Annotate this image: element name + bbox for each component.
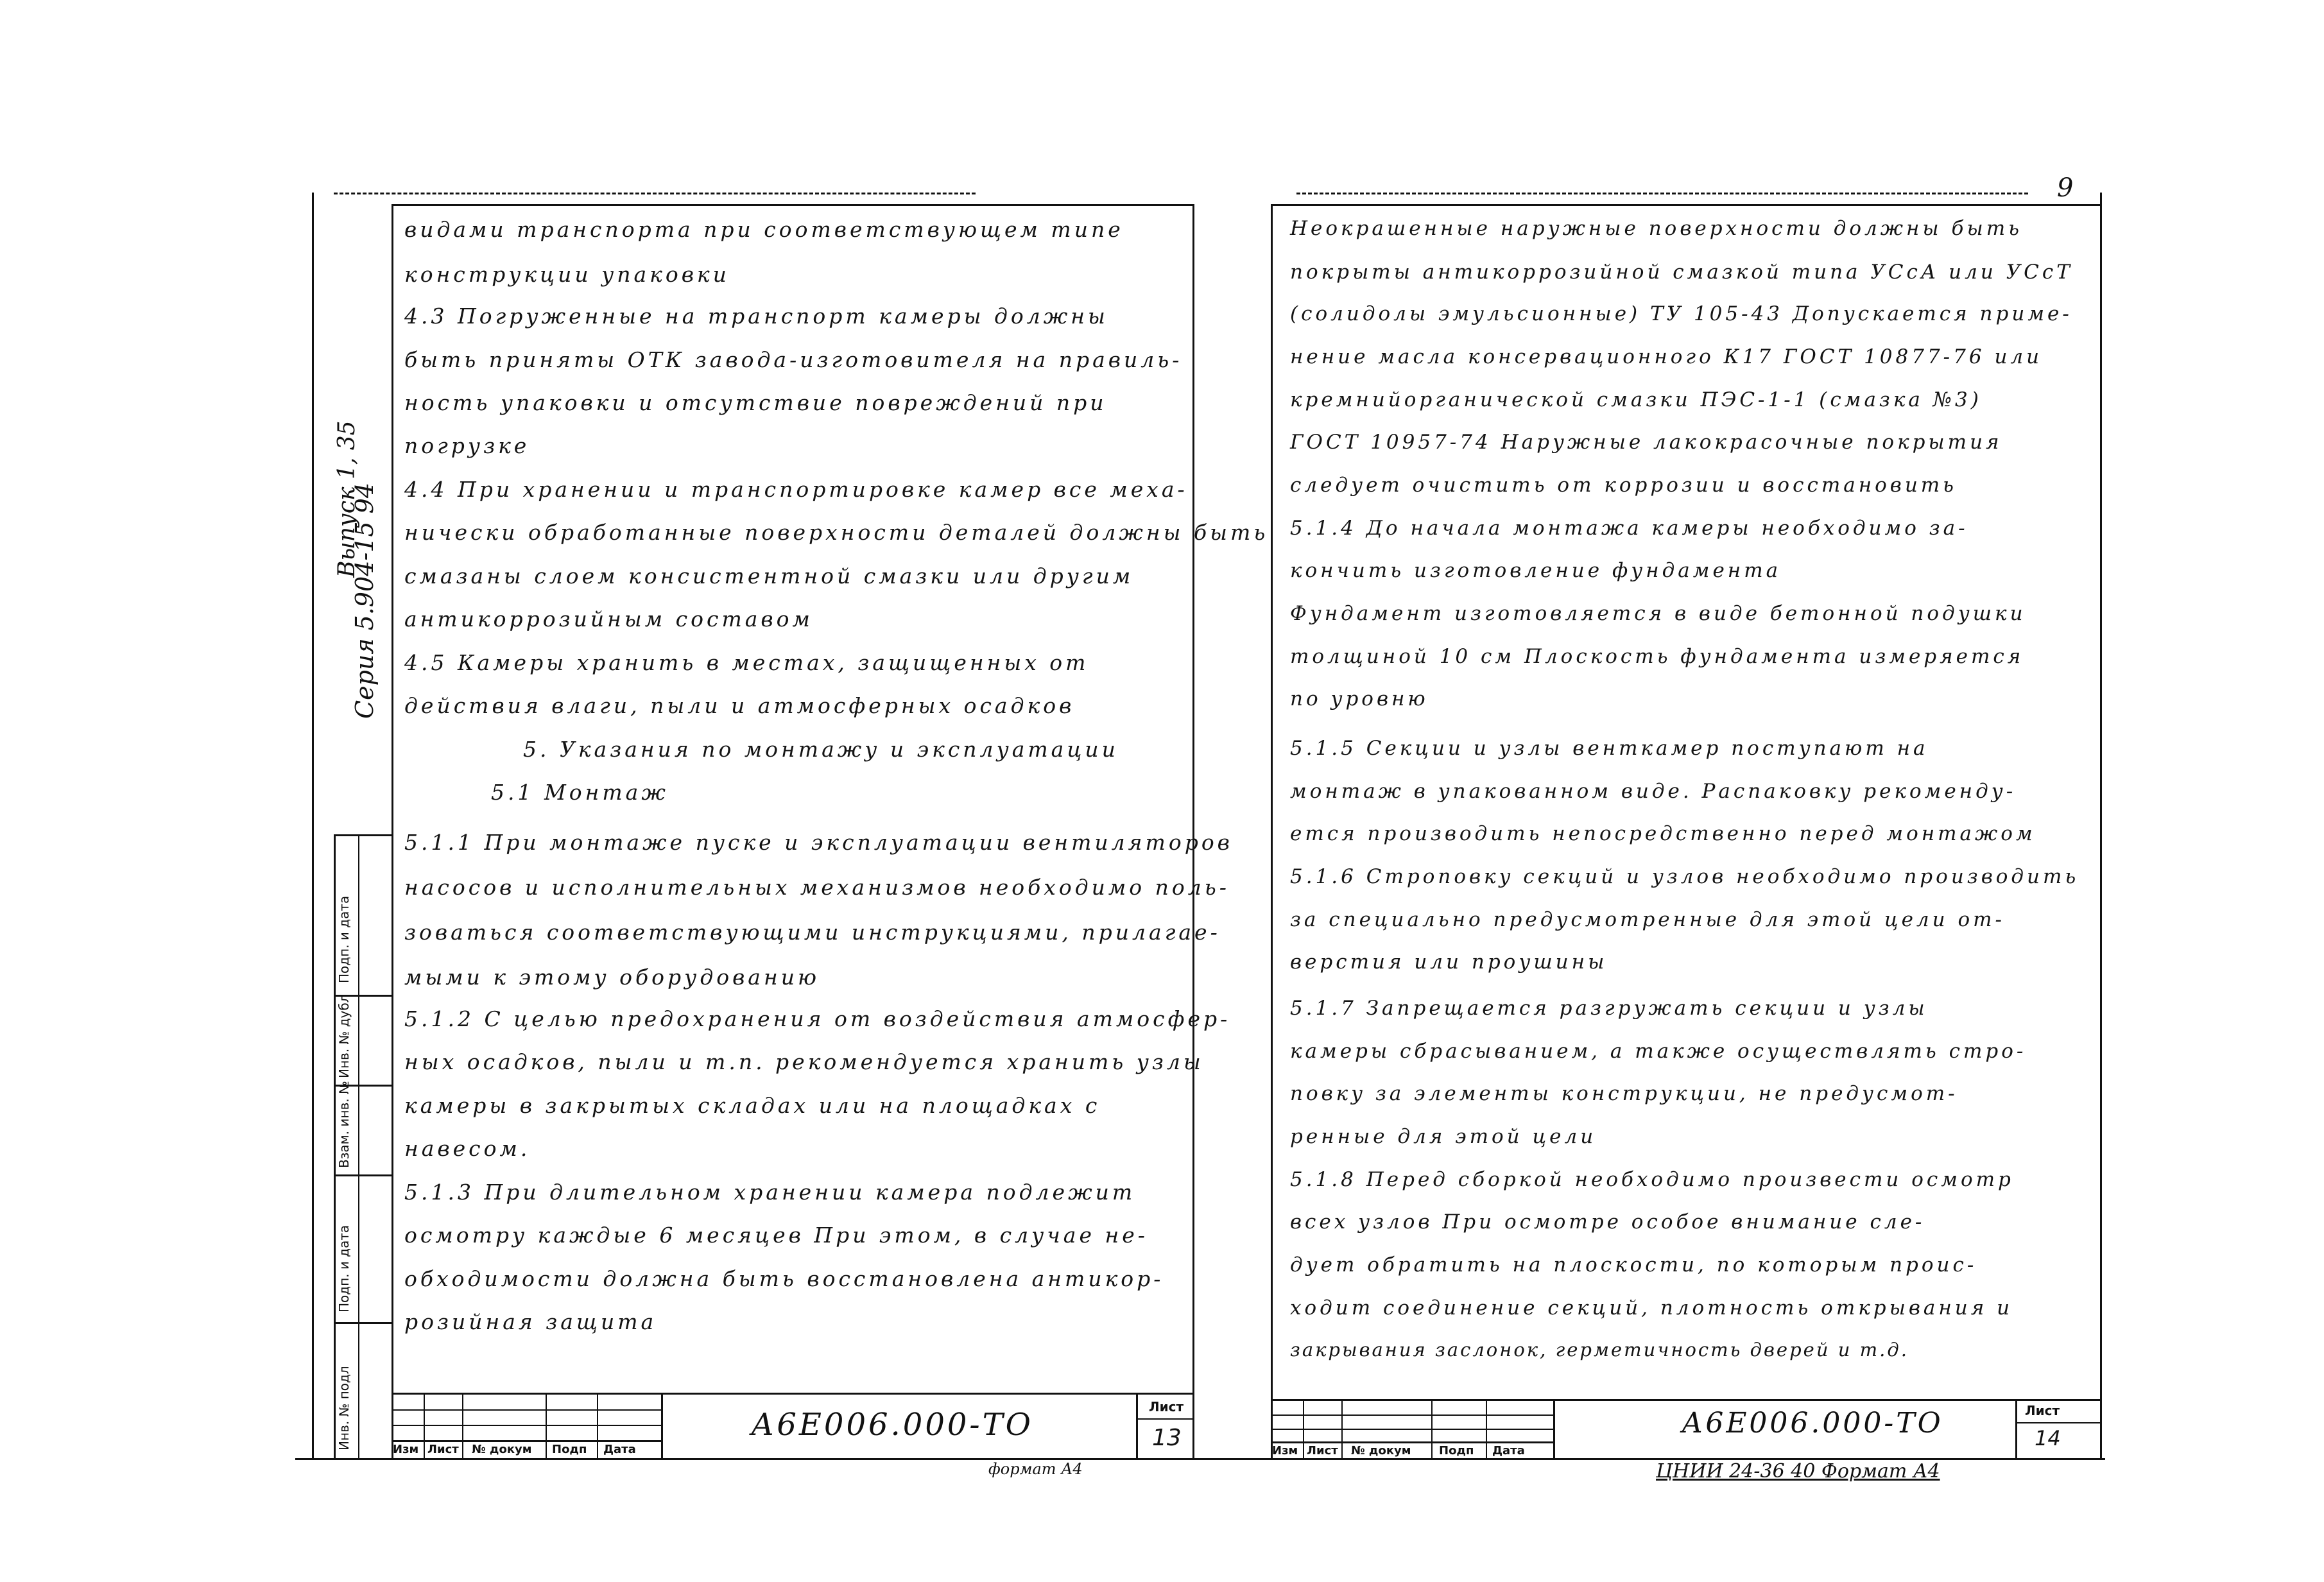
text-line: Неокрашенные наружные поверхности должны быть bbox=[1290, 217, 2022, 240]
side-label-dup-inv: Инв. № дубл bbox=[336, 994, 352, 1078]
text-line: ется производить непосредственно перед монтажом bbox=[1290, 822, 2036, 845]
left-title-block bbox=[392, 1393, 1194, 1458]
text-line: конструкции упаковки bbox=[404, 262, 730, 287]
text-line: смазаны слоем консистентной смазки или другим bbox=[404, 563, 1134, 589]
side-label-sign-date-2: Подп. и дата bbox=[336, 1225, 352, 1312]
document-code: А6Е006.000-ТО bbox=[1682, 1407, 1943, 1440]
text-line: 5.1.6 Строповку секций и узлов необходимо производить bbox=[1290, 865, 2079, 888]
left-page-outer-border bbox=[312, 193, 314, 1458]
document-code: А6Е006.000-ТО bbox=[751, 1407, 1034, 1443]
text-line: нически обработанные поверхности деталей должны быть bbox=[404, 520, 1269, 545]
left-page-inner-border bbox=[392, 204, 393, 1458]
text-line: 4.3 Погруженные на транспорт камеры должны bbox=[404, 304, 1108, 329]
stamp-header-date: Дата bbox=[603, 1443, 636, 1456]
text-line: 5.1.4 До начала монтажа камеры необходимо за- bbox=[1290, 517, 1968, 540]
text-line: ходит соединение секций, плотность открывания и bbox=[1290, 1296, 2013, 1320]
text-line: закрывания заслонок, герметичность дверей и т.д. bbox=[1290, 1339, 1909, 1361]
right-title-block bbox=[1271, 1399, 2101, 1458]
text-line: мыми к этому оборудованию bbox=[404, 965, 820, 990]
right-page bbox=[1271, 173, 2156, 1483]
text-line: ных осадков, пыли и т.п. рекомендуется хранить узлы bbox=[404, 1049, 1204, 1074]
text-line: 5.1.2 С целью предохранения от воздействия атмосфер- bbox=[404, 1006, 1231, 1031]
text-line: осмотру каждые 6 месяцев При этом, в случае не- bbox=[404, 1223, 1148, 1248]
side-stamp bbox=[334, 834, 392, 1458]
stamp-header-sheet: Лист bbox=[427, 1443, 459, 1456]
series-label: Серия 5.904-15 94 bbox=[350, 482, 379, 719]
text-line: 5.1.8 Перед сборкой необходимо произвести осмотр bbox=[1290, 1168, 2014, 1191]
stamp-header-sign: Подп bbox=[552, 1443, 587, 1456]
text-line: дует обратить на плоскости, по которым проис- bbox=[1290, 1253, 1977, 1277]
bottom-right-note: ЦНИИ 24-36 40 Формат А4 bbox=[1656, 1460, 1940, 1483]
stamp-header-rev: Изм bbox=[1272, 1444, 1298, 1457]
right-page-right-border bbox=[2100, 193, 2102, 1458]
issue-label: Выпуск 1, 35 bbox=[334, 420, 360, 578]
text-line: повку за элементы конструкции, не предусмот- bbox=[1290, 1082, 1958, 1105]
section-heading: 5. Указания по монтажу и эксплуатации bbox=[523, 737, 1119, 762]
stamp-header-doc-no: № докум bbox=[1351, 1444, 1411, 1457]
text-line: верстия или проушины bbox=[1290, 950, 1608, 974]
side-label-replace-inv: Взам. инв. № bbox=[336, 1081, 352, 1168]
left-page-bottom-border bbox=[295, 1458, 1258, 1460]
text-line: 5.1.5 Секции и узлы венткамер поступают на bbox=[1290, 737, 1929, 760]
left-page bbox=[308, 186, 1269, 1478]
text-line: толщиной 10 см Плоскость фундамента измеряется bbox=[1290, 645, 2024, 668]
text-line: ренные для этой цели bbox=[1290, 1125, 1597, 1148]
text-line: насосов и исполнительных механизмов необходимо поль- bbox=[404, 875, 1230, 900]
left-page-top-border bbox=[392, 204, 1194, 206]
text-line: нение масла консервационного К17 ГОСТ 10877-76 или bbox=[1290, 345, 2043, 368]
text-line: 4.5 Камеры хранить в местах, защищенных от bbox=[404, 650, 1089, 675]
text-line: 5.1.3 При длительном хранении камера подлежит bbox=[404, 1180, 1136, 1205]
right-page-left-border bbox=[1271, 204, 1273, 1458]
text-line: 5.1.1 При монтаже пуске и эксплуатации вентиляторов bbox=[404, 830, 1233, 855]
text-line: за специально предусмотренные для этой цели от- bbox=[1290, 908, 2006, 931]
bottom-left-note: формат А4 bbox=[988, 1460, 1083, 1478]
sheet-label: Лист bbox=[2025, 1403, 2060, 1418]
text-line: Фундамент изготовляется в виде бетонной подушки bbox=[1290, 602, 2026, 625]
text-line: ность упаковки и отсутствие повреждений при bbox=[404, 390, 1107, 415]
text-line: ГОСТ 10957-74 Наружные лакокрасочные покрытия bbox=[1290, 431, 2002, 454]
text-line: погрузке bbox=[404, 433, 530, 458]
subsection-heading: 5.1 Монтаж bbox=[491, 780, 669, 805]
stamp-header-doc-no: № докум bbox=[472, 1443, 532, 1456]
text-line: быть приняты ОТК завода-изготовителя на правиль- bbox=[404, 347, 1183, 372]
text-line: навесом. bbox=[404, 1136, 531, 1161]
sheet-number: 13 bbox=[1152, 1425, 1182, 1451]
text-line: монтаж в упакованном виде. Распаковку рекоменду- bbox=[1290, 780, 2017, 803]
text-line: розийная защита bbox=[404, 1309, 657, 1334]
sheet-number: 14 bbox=[2035, 1426, 2061, 1450]
corner-number: 9 bbox=[2057, 173, 2074, 203]
text-line: антикоррозийным составом bbox=[404, 606, 813, 632]
side-label-sign-date-1: Подп. и дата bbox=[336, 895, 352, 983]
text-line: кончить изготовление фундамента bbox=[1290, 559, 1782, 582]
text-line: обходимости должна быть восстановлена антикор- bbox=[404, 1266, 1164, 1291]
text-line: камеры в закрытых складах или на площадках с bbox=[404, 1093, 1101, 1118]
text-line: всех узлов При осмотре особое внимание сле- bbox=[1290, 1210, 1925, 1234]
stamp-header-sheet: Лист bbox=[1307, 1444, 1338, 1457]
text-line: кремнийорганической смазки ПЭС-1-1 (смазка №3) bbox=[1290, 388, 1982, 411]
right-page-top-dashed-line bbox=[1296, 193, 2028, 194]
right-page-top-border bbox=[1271, 204, 2101, 206]
text-line: 5.1.7 Запрещается разгружать секции и узлы bbox=[1290, 997, 1928, 1020]
text-line: по уровню bbox=[1290, 687, 1429, 710]
stamp-header-sign: Подп bbox=[1439, 1444, 1474, 1457]
text-line: зоваться соответствующими инструкциями, прилагае- bbox=[404, 920, 1221, 945]
text-line: 4.4 При хранении и транспортировке камер все меха- bbox=[404, 477, 1188, 502]
text-line: действия влаги, пыли и атмосферных осадков bbox=[404, 693, 1075, 718]
sheet-label: Лист bbox=[1149, 1399, 1184, 1414]
stamp-header-rev: Изм bbox=[393, 1443, 419, 1456]
text-line: видами транспорта при соответствующем типе bbox=[404, 217, 1124, 242]
side-label-orig-inv: Инв. № подл bbox=[336, 1366, 352, 1450]
left-page-top-dashed-line bbox=[334, 193, 976, 194]
text-line: камеры сбрасыванием, а также осуществлять стро- bbox=[1290, 1040, 2027, 1063]
text-line: следует очистить от коррозии и восстановить bbox=[1290, 474, 1958, 497]
text-line: покрыты антикоррозийной смазкой типа УСсА или УСсТ bbox=[1290, 261, 2073, 284]
text-line: (солидолы эмульсионные) ТУ 105-43 Допускается приме- bbox=[1290, 302, 2072, 325]
stamp-header-date: Дата bbox=[1492, 1444, 1525, 1457]
